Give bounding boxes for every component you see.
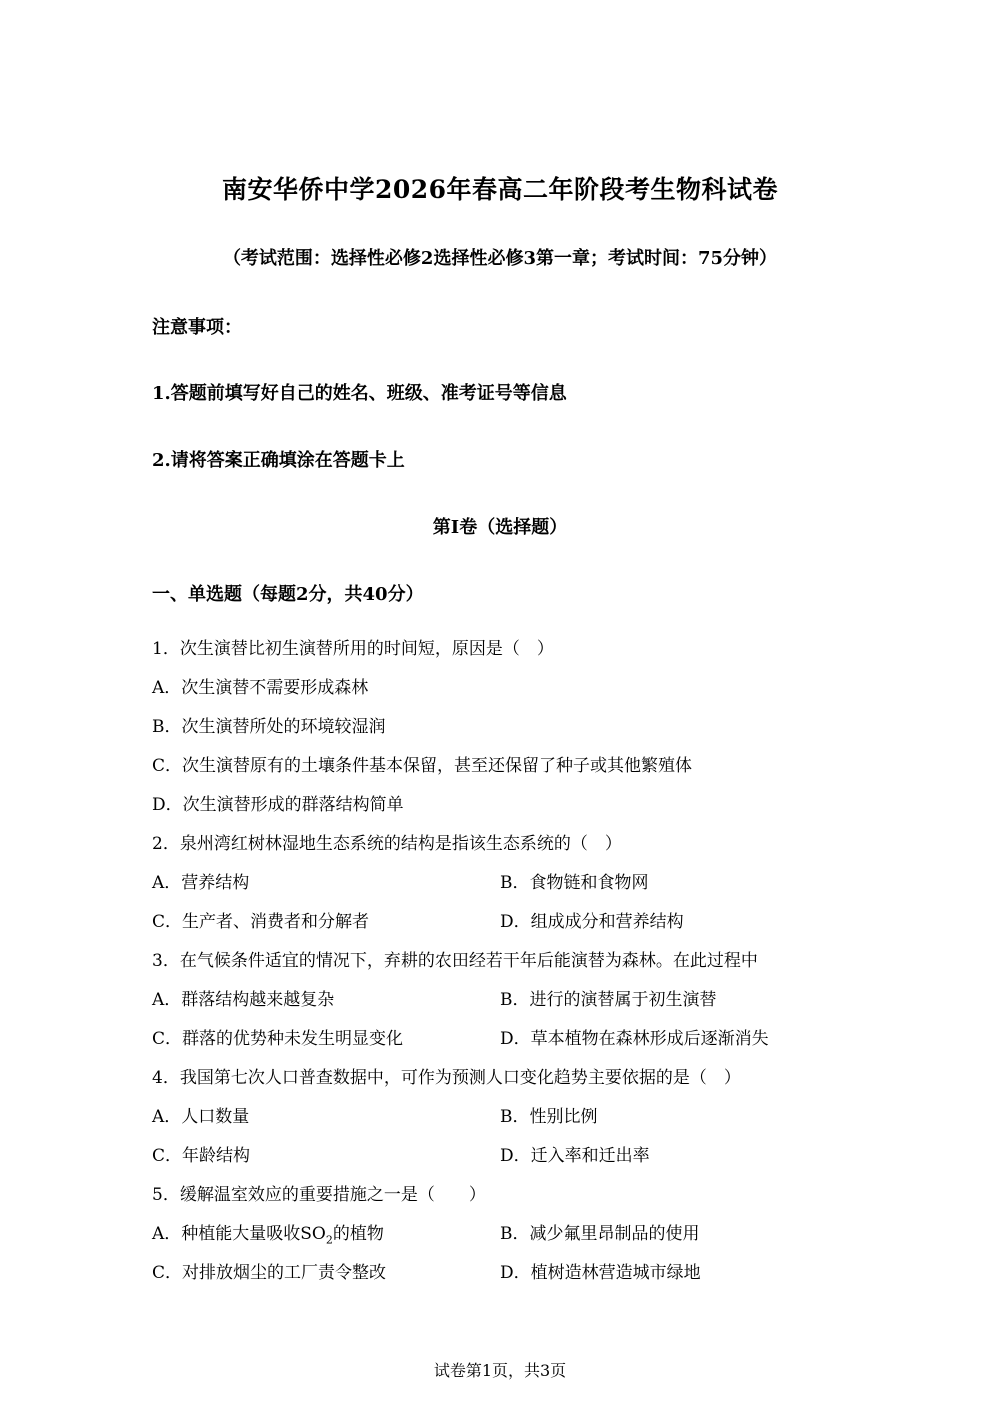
question-1-option-d: D．次生演替形成的群落结构简单: [152, 795, 404, 815]
question-2-option-a: A．营养结构: [152, 873, 250, 893]
question-2-stem: 2．泉州湾红树林湿地生态系统的结构是指该生态系统的（ ）: [152, 834, 622, 854]
question-2-option-d: D．组成成分和营养结构: [500, 912, 684, 932]
question-5-option-a-tail: 的植物: [332, 1224, 384, 1244]
volume-title: 第I卷（选择题）: [432, 517, 568, 538]
question-4-stem: 4．我国第七次人口普查数据中，可作为预测人口变化趋势主要依据的是（ ）: [152, 1068, 741, 1088]
question-5-stem: 5．缓解温室效应的重要措施之一是（ ）: [152, 1185, 486, 1205]
exam-subtitle: （考试范围：选择性必修2选择性必修3第一章；考试时间：75分钟）: [222, 248, 778, 269]
question-4-option-d: D．迁入率和迁出率: [500, 1146, 650, 1166]
question-5-option-a-text: A．种植能大量吸收SO: [152, 1224, 326, 1244]
section-title: 一、单选题（每题2分，共40分）: [152, 584, 424, 605]
page-footer: 试卷第1页，共3页: [433, 1361, 567, 1380]
question-3-option-d: D．草本植物在森林形成后逐渐消失: [500, 1029, 769, 1049]
question-5-option-c: C．对排放烟尘的工厂责令整改: [152, 1263, 387, 1283]
question-5-option-d: D．植树造林营造城市绿地: [500, 1263, 701, 1283]
question-4-option-b: B．性别比例: [500, 1107, 598, 1127]
question-1-stem: 1．次生演替比初生演替所用的时间短，原因是（ ）: [152, 639, 554, 659]
question-4-option-c: C．年龄结构: [152, 1146, 251, 1166]
question-3-stem: 3．在气候条件适宜的情况下，弃耕的农田经若干年后能演替为森林。在此过程中: [152, 951, 758, 971]
question-1-option-c: C．次生演替原有的土壤条件基本保留，甚至还保留了种子或其他繁殖体: [152, 756, 693, 776]
question-3-option-a: A．群落结构越来越复杂: [152, 990, 335, 1010]
question-4-option-a: A．人口数量: [152, 1107, 250, 1127]
question-5-option-b: B．减少氟里昂制品的使用: [500, 1224, 700, 1244]
question-2-option-b: B．食物链和食物网: [500, 873, 649, 893]
question-3-option-b: B．进行的演替属于初生演替: [500, 990, 717, 1010]
notes-heading: 注意事项：: [152, 317, 242, 338]
question-3-option-c: C．群落的优势种未发生明显变化: [152, 1029, 404, 1049]
question-2-option-c: C．生产者、消费者和分解者: [152, 912, 370, 932]
exam-title: 南安华侨中学2026年春高二年阶段考生物科试卷: [221, 175, 779, 204]
so2-subscript: 2: [325, 1233, 333, 1247]
note-item: 1.答题前填写好自己的姓名、班级、准考证号等信息: [152, 383, 567, 404]
question-1-option-b: B．次生演替所处的环境较湿润: [152, 717, 386, 737]
question-1-option-a: A．次生演替不需要形成森林: [152, 678, 369, 698]
question-5-option-a: [152, 1219, 384, 1247]
note-item: 2.请将答案正确填涂在答题卡上: [152, 450, 405, 471]
